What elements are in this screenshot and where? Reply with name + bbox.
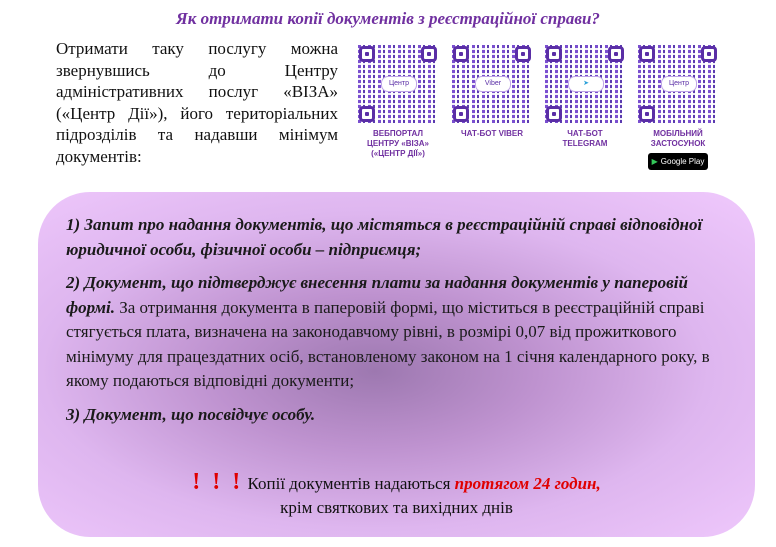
requirement-item-1: 1) Запит про надання документів, що містяться в реєстраційній справі відповідної юридичної особи, фізичної особи – підприємця; [66,215,703,259]
notice-text-before: Копії документів надаються [243,474,455,493]
requirement-item-2-text: За отримання документа в паперовій формі, що міститься в реєстраційній справі стягується плата, визначена на законодавчому рівні, в розмірі 0,07 від прожиткового мінімуму для працездатних осіб, встановленому законом на 1 січня календарного року, в якому подаються відповідні документи; [66,297,710,390]
notice-highlight: протягом 24 годин [454,474,597,493]
notice-text-after: , [596,474,601,493]
requirement-item-2-title: 2) Документ, що підтверджує внесення плати за надання документів у паперовій формі. [66,273,688,317]
qr-label-telegram: ЧАТ-БОТ TELEGRAM [562,129,608,148]
mobile-app-icon: Центр [661,76,697,92]
qr-item-web-portal[interactable] [358,45,438,159]
requirement-item-2 [66,271,722,394]
page-title: Як отримати копії документів з реєстраційної справи? [176,9,600,28]
qr-code-viber[interactable] [452,45,532,123]
web-portal-icon: Центр [381,76,417,92]
requirement-item-3: 3) Документ, що посвідчує особу. [66,404,316,424]
notice-line-2: крім святкових та вихідних днів [280,498,513,517]
qr-item-mobile-app[interactable] [638,45,718,170]
google-play-badge[interactable]: ▶ Google Play [648,153,708,170]
exclamation-marks: ! ! ! [192,469,244,495]
qr-label-viber: ЧАТ-БОТ VIBER [460,129,524,138]
qr-label-web-portal: ВЕБПОРТАЛ ЦЕНТРУ «ВІЗА» («ЦЕНТР ДІЇ») [367,129,429,158]
requirements-list [66,213,722,436]
notice-text [38,470,755,520]
qr-label-mobile-app: МОБІЛЬНИЙ ЗАСТОСУНОК [650,129,706,148]
qr-codes-row [355,45,725,175]
telegram-icon: ➤ [568,76,604,92]
qr-item-viber[interactable] [452,45,532,139]
qr-item-telegram[interactable] [545,45,625,149]
viber-icon: Viber [475,76,511,92]
qr-code-telegram[interactable] [545,45,625,123]
google-play-icon: ▶ [651,157,658,166]
intro-text: Отримати таку послугу можна звернувшись до Центру адміністративних послуг «ВІЗА» («Центр Дії»), його територіальних підрозділів та надавши мінімум документів: [56,39,338,166]
qr-code-web-portal[interactable] [358,45,438,123]
qr-code-mobile-app[interactable] [638,45,718,123]
